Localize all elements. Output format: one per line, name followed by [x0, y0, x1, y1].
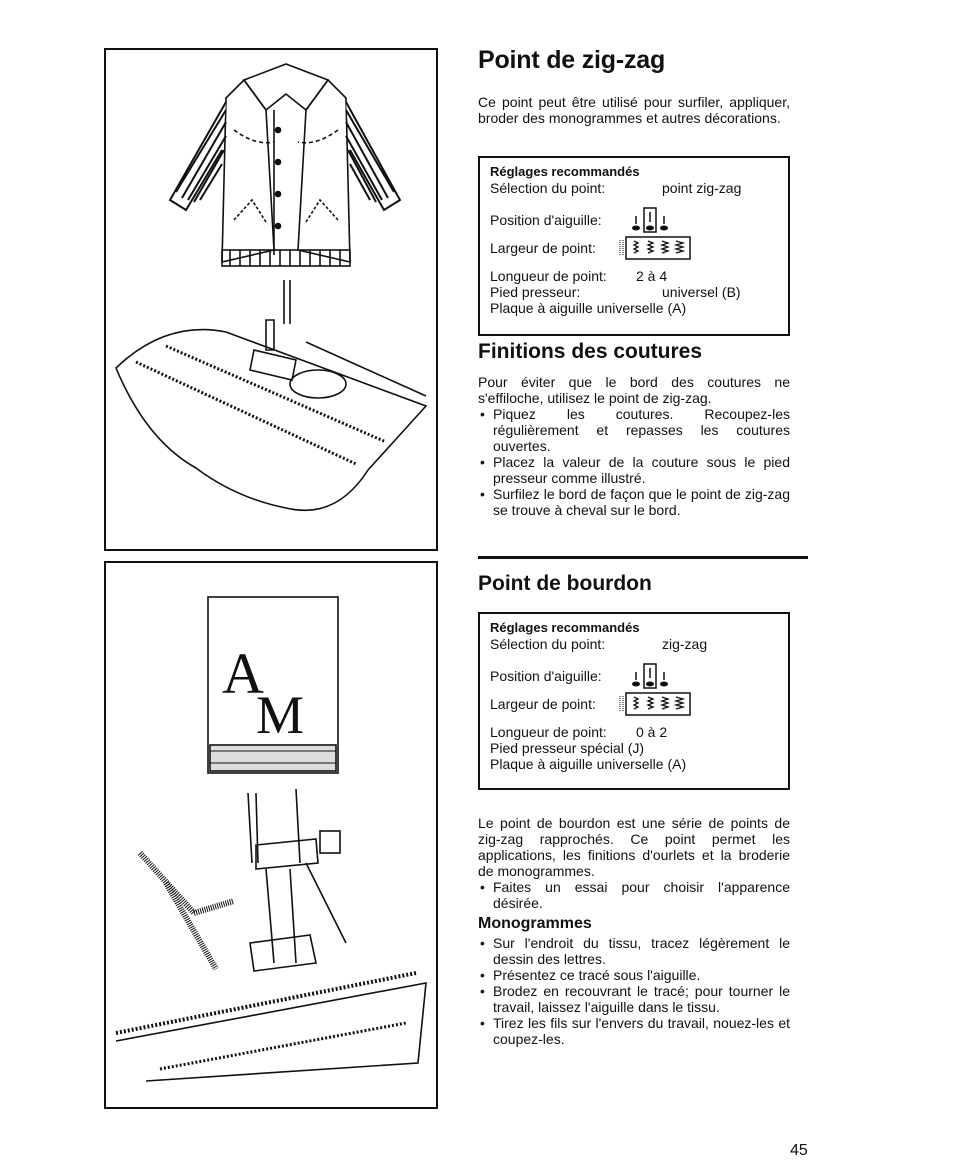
foot-label: Pied presseur: [490, 284, 581, 300]
monogram-letter-a: A [222, 641, 264, 706]
finishing-list [478, 406, 790, 518]
list-item: • Placez la valeur de la couture sous le pied presseur comme illustré. [478, 454, 790, 486]
list-item: • Piquez les coutures. Recoupez-les régulièrement et repasses les coutures ouvertes. [478, 406, 790, 454]
width-label: Largeur de point: [490, 240, 596, 256]
needle-position-icon [630, 662, 670, 690]
satin-list [478, 879, 790, 911]
page-number: 45 [790, 1142, 808, 1159]
monograms-list [478, 935, 790, 1047]
zigzag-settings-box [478, 156, 790, 336]
stitch-value: zig-zag [662, 636, 708, 652]
needle-position-icon [630, 206, 670, 234]
stitch-value: point zig-zag [662, 180, 742, 196]
foot-text: Pied presseur spécial (J) [490, 740, 645, 756]
zigzag-title: Point de zig-zag [478, 46, 666, 74]
stitch-width-icon [618, 692, 692, 716]
stitch-width-icon [618, 236, 692, 260]
finishing-intro: Pour éviter que le bord des coutures ne s'effiloche, utilisez le point de zig-zag. [478, 374, 790, 406]
monograms-title: Monogrammes [478, 915, 592, 932]
jacket-and-seam-illustration [106, 50, 436, 549]
width-label: Largeur de point: [490, 696, 596, 712]
illustration-frame-bottom [104, 561, 438, 1109]
monogram-illustration [106, 563, 436, 1107]
foot-value: universel (B) [662, 284, 741, 300]
monogram-letter-m: M [256, 685, 305, 745]
finishing-title: Finitions des coutures [478, 340, 703, 363]
zigzag-intro: Ce point peut être utilisé pour surfiler, appliquer, broder des monogrammes et autres décorations. [478, 94, 790, 126]
list-item: • Brodez en recouvrant le tracé; pour tourner le travail, laissez l'aiguille dans le tissu. [478, 983, 790, 1015]
plate-text: Plaque à aiguille universelle (A) [490, 756, 687, 772]
settings-title: Réglages recommandés [490, 620, 640, 635]
stitch-label: Sélection du point: [490, 180, 606, 196]
list-item: • Faites un essai pour choisir l'apparence désirée. [478, 879, 790, 911]
satin-intro: Le point de bourdon est une série de points de zig-zag rapprochés. Ce point permet les applications, les finitions d'ourlets et la broderie de monogrammes. [478, 815, 790, 879]
list-item: • Sur l'endroit du tissu, tracez légèrement le dessin des lettres. [478, 935, 790, 967]
settings-title: Réglages recommandés [490, 164, 640, 179]
length-label: Longueur de point: [490, 268, 607, 284]
length-label: Longueur de point: [490, 724, 607, 740]
satin-settings-box [478, 612, 790, 790]
section-divider [478, 556, 808, 559]
plate-text: Plaque à aiguille universelle (A) [490, 300, 687, 316]
list-item: • Présentez ce tracé sous l'aiguille. [478, 967, 790, 983]
length-value: 0 à 2 [636, 724, 668, 740]
stitch-label: Sélection du point: [490, 636, 606, 652]
length-value: 2 à 4 [636, 268, 668, 284]
needle-label: Position d'aiguille: [490, 668, 602, 684]
satin-title: Point de bourdon [478, 572, 652, 595]
illustration-frame-top [104, 48, 438, 551]
list-item: • Tirez les fils sur l'envers du travail, nouez-les et coupez-les. [478, 1015, 790, 1047]
list-item: • Surfilez le bord de façon que le point de zig-zag se trouve à cheval sur le bord. [478, 486, 790, 518]
needle-label: Position d'aiguille: [490, 212, 602, 228]
